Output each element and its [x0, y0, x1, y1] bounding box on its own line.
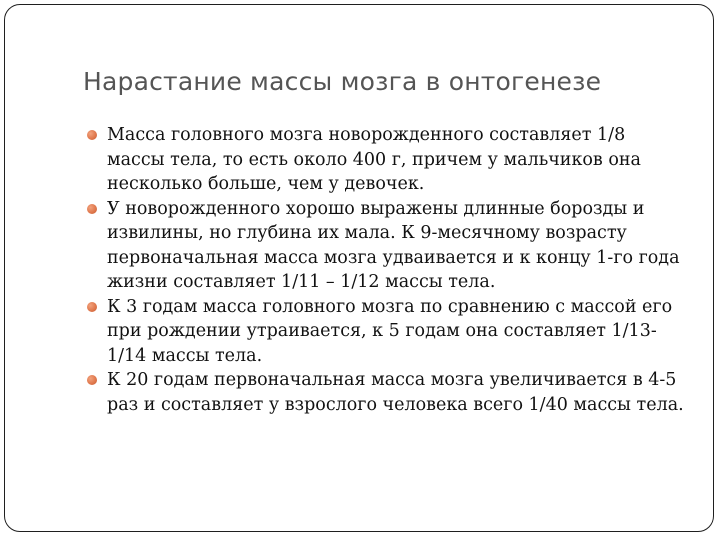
slide-frame: [4, 4, 714, 532]
bullet-item: [85, 197, 685, 295]
bullet-text: Масса головного мозга новорожденного составляет 1/8 массы тела, то есть около 400 г, причем у мальчиков она несколько больше, чем у девочек.: [107, 125, 641, 194]
bullet-text: К 20 годам первоначальная масса мозга увеличивается в 4-5 раз и составляет у взрослого человека всего 1/40 массы тела.: [107, 370, 684, 415]
slide-title: Нарастание массы мозга в онтогенезе: [83, 67, 602, 96]
bullet-list: [85, 123, 685, 417]
bullet-dot-icon: [87, 375, 97, 385]
bullet-dot-icon: [87, 204, 97, 214]
bullet-item: [85, 123, 685, 197]
bullet-text: У новорожденного хорошо выражены длинные борозды и извилины, но глубина их мала. К 9-месячному возрасту первоначальная масса мозга удваивается и к концу 1-го года жизни составляет 1/11 – 1/12 массы тела.: [107, 198, 680, 292]
bullet-dot-icon: [87, 130, 97, 140]
bullet-text: К 3 годам масса головного мозга по сравнению с массой его при рождении утраивается, к 5 годам она составляет 1/13-1/14 массы тела.: [107, 296, 673, 366]
bullet-item: [85, 368, 685, 417]
bullet-item: [85, 295, 685, 369]
bullet-dot-icon: [87, 302, 97, 312]
